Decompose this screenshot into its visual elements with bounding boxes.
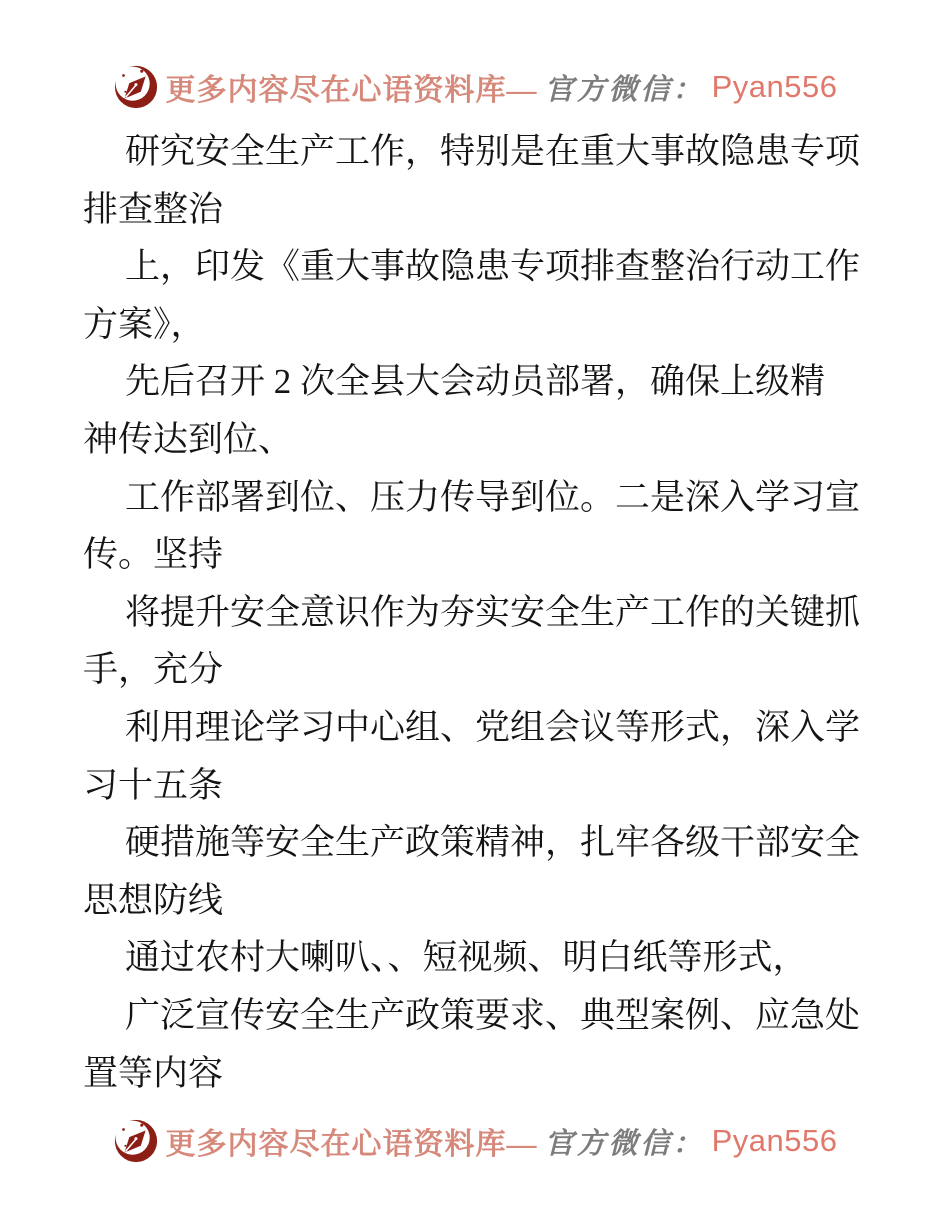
watermark-text: 更多内容尽在心语资料库— <box>165 74 538 107</box>
body-line: 通过农村大喇叭、、短视频、明白纸等形式， <box>125 938 808 978</box>
body-line: 置等内容 <box>83 1053 224 1093</box>
watermark-text: 更多内容尽在心语资料库— <box>165 1128 538 1161</box>
body-line: 利用理论学习中心组、党组会议等形式，深入学 <box>125 707 861 747</box>
body-line: 先后召开 2 次全县大会动员部署，确保上级精 <box>125 362 826 402</box>
body-line: 上，印发《重大事故隐患专项排查整治行动工作 <box>125 247 861 287</box>
body-line: 工作部署到位、压力传导到位。二是深入学习宣 <box>125 477 861 517</box>
body-line: 思想防线 <box>83 880 224 920</box>
body-line: 研究安全生产工作，特别是在重大事故隐患专项 <box>125 132 861 171</box>
body-line: 手，充分 <box>83 650 224 690</box>
watermark-header <box>0 64 950 110</box>
watermark-wechat-id: Pyan556 <box>711 1123 838 1158</box>
body-line: 传。坚持 <box>83 535 224 575</box>
body-line: 排查整治 <box>83 189 224 229</box>
body-line: 将提升安全意识作为夯实安全生产工作的关键抓 <box>125 592 861 632</box>
body-line: 方案》， <box>83 304 206 344</box>
body-line: 广泛宣传安全生产政策要求、典型案例、应急处 <box>125 995 861 1035</box>
body-line: 硬措施等安全生产政策精神，扎牢各级干部安全 <box>125 823 861 863</box>
document-body <box>83 123 873 1102</box>
watermark-footer <box>0 1118 950 1164</box>
watermark-wechat-id: Pyan556 <box>711 69 838 104</box>
pen-circle-logo-icon <box>113 64 159 110</box>
body-line: 习十五条 <box>83 765 224 805</box>
body-line: 神传达到位、 <box>83 419 294 459</box>
watermark-wechat-label: 官方微信： <box>544 1127 705 1160</box>
watermark-wechat-label: 官方微信： <box>544 73 705 106</box>
pen-circle-logo-icon <box>113 1118 159 1164</box>
